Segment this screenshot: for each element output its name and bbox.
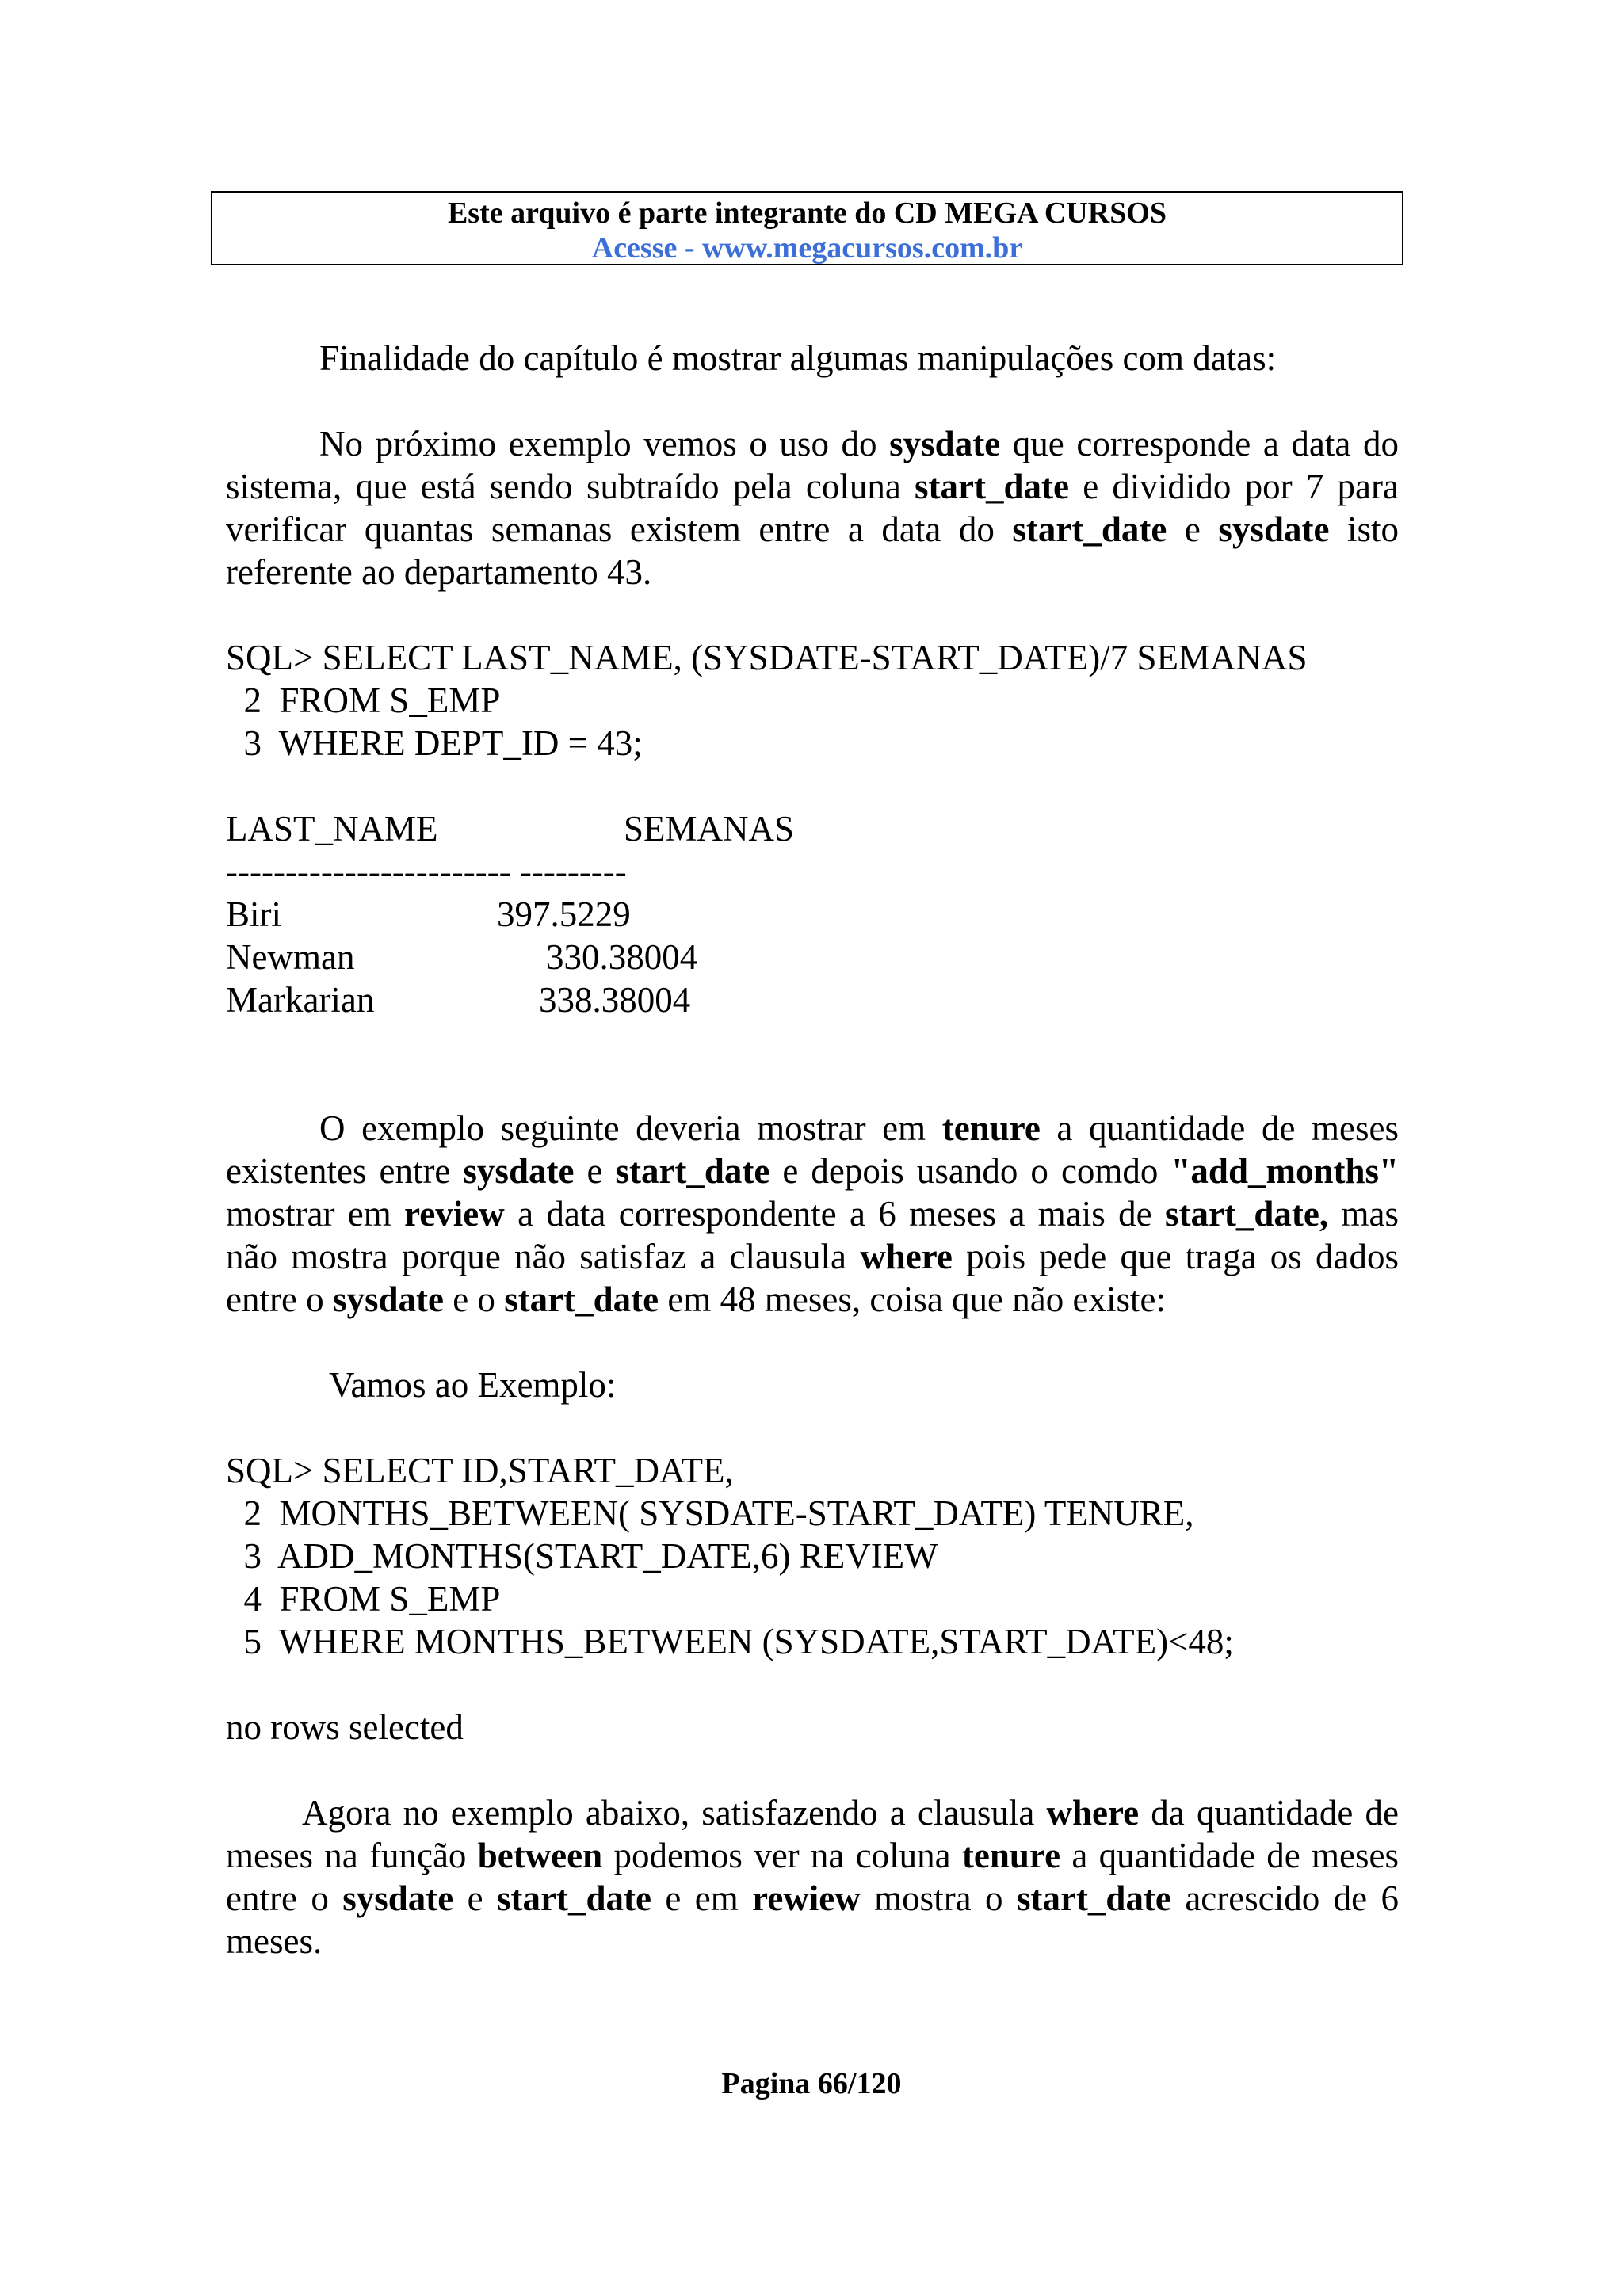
no-rows-message: no rows selected — [226, 1707, 464, 1747]
code-line: 2 MONTHS_BETWEEN( SYSDATE-START_DATE) TENURE, — [226, 1493, 1194, 1533]
code-line: 3 WHERE DEPT_ID = 43; — [226, 723, 643, 763]
result-table-1 — [226, 807, 1399, 1021]
paragraph-sysdate: No próximo exemplo vemos o uso do sysdate que corresponde a data do sistema, que está sendo subtraído pela coluna start_date e dividido por 7 para verificar quantas semanas existem entre a data do start_date e sysdate isto referente ao departamento 43. — [226, 424, 1399, 592]
paragraph-tenure: O exemplo seguinte deveria mostrar em tenure a quantidade de meses existentes entre sysdate e start_date e depois usando o comdo "add_months" mostrar em review a data correspondente a 6 meses a mais de start_date, mas não mostra porque não satisfaz a clausula where pois pede que traga os dados entre o sysdate e o start_date em 48 meses, coisa que não existe: — [226, 1108, 1399, 1319]
page-content — [226, 337, 1399, 1962]
code-line: 3 ADD_MONTHS(START_DATE,6) REVIEW — [226, 1536, 938, 1576]
header-box — [211, 191, 1403, 265]
code-line: SQL> SELECT ID,START_DATE, — [226, 1451, 734, 1490]
table-row: Newman 330.38004 — [226, 937, 698, 977]
code-line: SQL> SELECT LAST_NAME, (SYSDATE-START_DATE)/7 SEMANAS — [226, 638, 1308, 677]
header-link[interactable]: Acesse - www.megacursos.com.br — [591, 231, 1023, 265]
column-header-semanas: SEMANAS — [624, 809, 795, 849]
sql-block-2 — [226, 1449, 1399, 1663]
table-header — [226, 807, 1399, 850]
table-separator: ------------------------ --------- — [226, 852, 627, 891]
table-row: Markarian 338.38004 — [226, 980, 691, 1020]
page-number: Pagina 66/120 — [721, 2067, 902, 2100]
header-title: Este arquivo é parte integrante do CD MEGA CURSOS — [447, 196, 1167, 230]
code-line: 5 WHERE MONTHS_BETWEEN (SYSDATE,START_DATE)<48; — [226, 1622, 1234, 1661]
code-line: 4 FROM S_EMP — [226, 1579, 501, 1619]
column-header-last-name: LAST_NAME — [226, 809, 438, 849]
intro-paragraph: Finalidade do capítulo é mostrar algumas manipulações com datas: — [319, 338, 1277, 378]
code-line: 2 FROM S_EMP — [226, 681, 501, 720]
example-label: Vamos ao Exemplo: — [329, 1365, 617, 1405]
sql-block-1 — [226, 636, 1399, 765]
table-row: Biri 397.5229 — [226, 894, 631, 934]
paragraph-between: Agora no exemplo abaixo, satisfazendo a clausula where da quantidade de meses na função between podemos ver na coluna tenure a quantidade de meses entre o sysdate e start_date e em rewiew mostra o start_date acrescido de 6 meses. — [226, 1793, 1399, 1961]
